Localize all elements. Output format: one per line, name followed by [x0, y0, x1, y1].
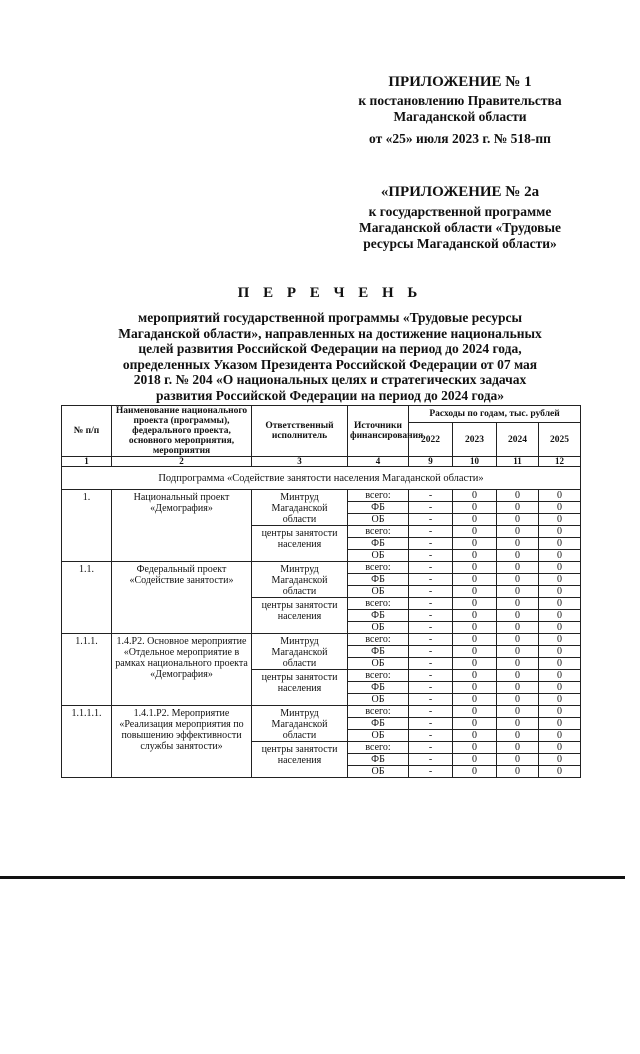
expense-value: 0: [453, 622, 497, 634]
funding-source: ФБ: [348, 718, 409, 730]
expense-value: 0: [453, 646, 497, 658]
expense-value: 0: [539, 562, 581, 574]
expense-value: 0: [497, 514, 539, 526]
funding-source: всего:: [348, 706, 409, 718]
expense-value: 0: [453, 610, 497, 622]
expense-value: 0: [497, 754, 539, 766]
responsible-executor: центры занятости населения: [252, 526, 348, 562]
expense-value: 0: [497, 658, 539, 670]
measures-table-wrapper: [61, 405, 580, 778]
expense-value: -: [409, 574, 453, 586]
expense-value: 0: [497, 610, 539, 622]
heading-line: целей развития Российской Федерации на период до 2024 года,: [138, 341, 522, 356]
heading-line: Магаданской области», направленных на достижение национальных: [118, 325, 542, 341]
responsible-executor: центры занятости населения: [252, 598, 348, 634]
responsible-executor: Минтруд Магаданской области: [252, 562, 348, 598]
table-row: [62, 490, 581, 502]
expense-value: 0: [539, 586, 581, 598]
expense-value: 0: [539, 754, 581, 766]
appendix-1-block: [330, 74, 590, 147]
funding-source: ФБ: [348, 574, 409, 586]
expense-value: 0: [539, 574, 581, 586]
responsible-executor: Минтруд Магаданской области: [252, 490, 348, 526]
appendix-2-title: «ПРИЛОЖЕНИЕ № 2а: [380, 184, 540, 200]
header-executor: Ответственный исполнитель: [252, 406, 348, 457]
expense-value: 0: [497, 550, 539, 562]
funding-source: ОБ: [348, 658, 409, 670]
expense-value: -: [409, 562, 453, 574]
column-number: 11: [497, 457, 539, 467]
expense-value: 0: [497, 574, 539, 586]
column-number: 3: [252, 457, 348, 467]
expense-value: 0: [453, 730, 497, 742]
expense-value: 0: [497, 586, 539, 598]
expense-value: -: [409, 514, 453, 526]
expense-value: 0: [497, 742, 539, 754]
expense-value: 0: [539, 730, 581, 742]
funding-source: всего:: [348, 562, 409, 574]
funding-source: всего:: [348, 634, 409, 646]
expense-value: 0: [539, 490, 581, 502]
expense-value: -: [409, 658, 453, 670]
table-row: [62, 706, 581, 718]
funding-source: ОБ: [348, 514, 409, 526]
expense-value: 0: [453, 526, 497, 538]
heading-line: определенных Указом Президента Российской Федерации от 07 мая: [122, 356, 538, 372]
funding-source: ОБ: [348, 550, 409, 562]
expense-value: -: [409, 766, 453, 778]
expense-value: 0: [539, 766, 581, 778]
expense-value: 0: [539, 694, 581, 706]
appendix-1-title: ПРИЛОЖЕНИЕ № 1: [388, 74, 532, 90]
table-row: [62, 634, 581, 646]
expense-value: 0: [453, 634, 497, 646]
bottom-divider: [0, 876, 625, 879]
expense-value: 0: [539, 682, 581, 694]
appendix-1-line: к постановлению Правительства: [358, 93, 562, 108]
expense-value: 0: [453, 670, 497, 682]
expense-value: 0: [453, 682, 497, 694]
funding-source: ФБ: [348, 754, 409, 766]
subprogram-title: Подпрограмма «Содействие занятости населения Магаданской области»: [62, 467, 581, 490]
row-number: 1.: [62, 490, 112, 562]
expense-value: -: [409, 742, 453, 754]
expense-value: 0: [497, 646, 539, 658]
expense-value: 0: [539, 670, 581, 682]
expense-value: -: [409, 706, 453, 718]
responsible-executor: Минтруд Магаданской области: [252, 706, 348, 742]
header-source: Источники финансирования: [348, 406, 409, 457]
funding-source: ОБ: [348, 730, 409, 742]
expense-value: 0: [453, 562, 497, 574]
expense-value: 0: [539, 742, 581, 754]
expense-value: 0: [539, 538, 581, 550]
funding-source: всего:: [348, 598, 409, 610]
measures-table: [61, 405, 581, 778]
expense-value: 0: [539, 658, 581, 670]
expense-value: -: [409, 754, 453, 766]
expense-value: 0: [539, 706, 581, 718]
document-heading: [70, 285, 590, 403]
expense-value: -: [409, 670, 453, 682]
expense-value: 0: [539, 610, 581, 622]
expense-value: 0: [453, 490, 497, 502]
funding-source: ОБ: [348, 766, 409, 778]
funding-source: ФБ: [348, 646, 409, 658]
expense-value: 0: [539, 622, 581, 634]
expense-value: 0: [453, 658, 497, 670]
funding-source: ФБ: [348, 502, 409, 514]
responsible-executor: центры занятости населения: [252, 742, 348, 778]
expense-value: -: [409, 586, 453, 598]
expense-value: 0: [453, 706, 497, 718]
expense-value: -: [409, 622, 453, 634]
measure-name: 1.4.Р2. Основное мероприятие «Отдельное мероприятие в рамках национального проекта «Демография»: [112, 634, 252, 706]
responsible-executor: Минтруд Магаданской области: [252, 634, 348, 670]
header-year: 2022: [409, 423, 453, 457]
expense-value: 0: [453, 754, 497, 766]
appendix-2-line: Магаданской области «Трудовые: [358, 220, 562, 235]
expense-value: 0: [539, 550, 581, 562]
column-number: 4: [348, 457, 409, 467]
column-number: 12: [539, 457, 581, 467]
expense-value: 0: [453, 718, 497, 730]
row-number: 1.1.1.: [62, 634, 112, 706]
expense-value: 0: [453, 766, 497, 778]
funding-source: всего:: [348, 670, 409, 682]
funding-source: ФБ: [348, 610, 409, 622]
row-number: 1.1.1.1.: [62, 706, 112, 778]
funding-source: ФБ: [348, 682, 409, 694]
table-row: [62, 562, 581, 574]
funding-source: всего:: [348, 526, 409, 538]
expense-value: -: [409, 550, 453, 562]
header-year: 2024: [497, 423, 539, 457]
expense-value: 0: [453, 502, 497, 514]
expense-value: -: [409, 730, 453, 742]
heading-line: мероприятий государственной программы «Трудовые ресурсы: [138, 310, 522, 325]
expense-value: 0: [497, 598, 539, 610]
expense-value: 0: [497, 526, 539, 538]
document-title: П Е Р Е Ч Е Н Ь: [237, 285, 423, 301]
expense-value: 0: [497, 502, 539, 514]
expense-value: 0: [497, 682, 539, 694]
expense-value: 0: [497, 766, 539, 778]
funding-source: ФБ: [348, 538, 409, 550]
funding-source: ОБ: [348, 586, 409, 598]
expense-value: 0: [539, 598, 581, 610]
expense-value: -: [409, 694, 453, 706]
appendix-2-block: [330, 184, 590, 252]
expense-value: 0: [453, 742, 497, 754]
subprogram-row: [62, 467, 581, 490]
expense-value: 0: [539, 514, 581, 526]
heading-line: 2018 г. № 204 «О национальных целях и стратегических задачах: [133, 372, 527, 387]
funding-source: всего:: [348, 490, 409, 502]
expense-value: -: [409, 610, 453, 622]
header-expenses: Расходы по годам, тыс. рублей: [409, 406, 581, 423]
expense-value: 0: [497, 490, 539, 502]
expense-value: 0: [539, 634, 581, 646]
funding-source: всего:: [348, 742, 409, 754]
column-numbers-row: [62, 457, 581, 467]
expense-value: 0: [497, 538, 539, 550]
measure-name: Федеральный проект «Содействие занятости»: [112, 562, 252, 634]
expense-value: -: [409, 634, 453, 646]
expense-value: 0: [453, 514, 497, 526]
heading-line: развития Российской Федерации на период до 2024 года»: [155, 387, 505, 403]
funding-source: ОБ: [348, 694, 409, 706]
expense-value: 0: [539, 526, 581, 538]
expense-value: 0: [539, 502, 581, 514]
header-num: № п/п: [62, 406, 112, 457]
appendix-2-line: к государственной программе: [368, 204, 552, 219]
column-number: 10: [453, 457, 497, 467]
expense-value: 0: [539, 646, 581, 658]
expense-value: -: [409, 490, 453, 502]
expense-value: -: [409, 718, 453, 730]
column-number: 2: [112, 457, 252, 467]
responsible-executor: центры занятости населения: [252, 670, 348, 706]
expense-value: 0: [497, 730, 539, 742]
expense-value: 0: [453, 586, 497, 598]
measure-name: Национальный проект «Демография»: [112, 490, 252, 562]
column-number: 9: [409, 457, 453, 467]
measure-name: 1.4.1.Р2. Мероприятие «Реализация мероприятия по повышению эффективности службы занятости»: [112, 706, 252, 778]
row-number: 1.1.: [62, 562, 112, 634]
expense-value: 0: [453, 694, 497, 706]
appendix-2-line: ресурсы Магаданской области»: [363, 236, 557, 251]
header-name: Наименование национального проекта (программы), федерального проекта, основного мероприятия, мероприятия: [112, 406, 252, 457]
expense-value: 0: [497, 694, 539, 706]
expense-value: -: [409, 646, 453, 658]
expense-value: 0: [497, 706, 539, 718]
expense-value: 0: [453, 598, 497, 610]
expense-value: 0: [497, 622, 539, 634]
expense-value: -: [409, 538, 453, 550]
expense-value: 0: [453, 550, 497, 562]
expense-value: 0: [497, 670, 539, 682]
funding-source: ОБ: [348, 622, 409, 634]
expense-value: 0: [497, 718, 539, 730]
expense-value: 0: [453, 574, 497, 586]
header-year: 2025: [539, 423, 581, 457]
table-body: [62, 457, 581, 778]
expense-value: -: [409, 502, 453, 514]
expense-value: 0: [497, 634, 539, 646]
header-year: 2023: [453, 423, 497, 457]
appendix-1-date: от «25» июля 2023 г. № 518-пп: [369, 131, 551, 146]
expense-value: -: [409, 682, 453, 694]
expense-value: 0: [539, 718, 581, 730]
expense-value: -: [409, 526, 453, 538]
expense-value: 0: [497, 562, 539, 574]
column-number: 1: [62, 457, 112, 467]
appendix-1-line: Магаданской области: [393, 109, 527, 124]
expense-value: -: [409, 598, 453, 610]
expense-value: 0: [453, 538, 497, 550]
